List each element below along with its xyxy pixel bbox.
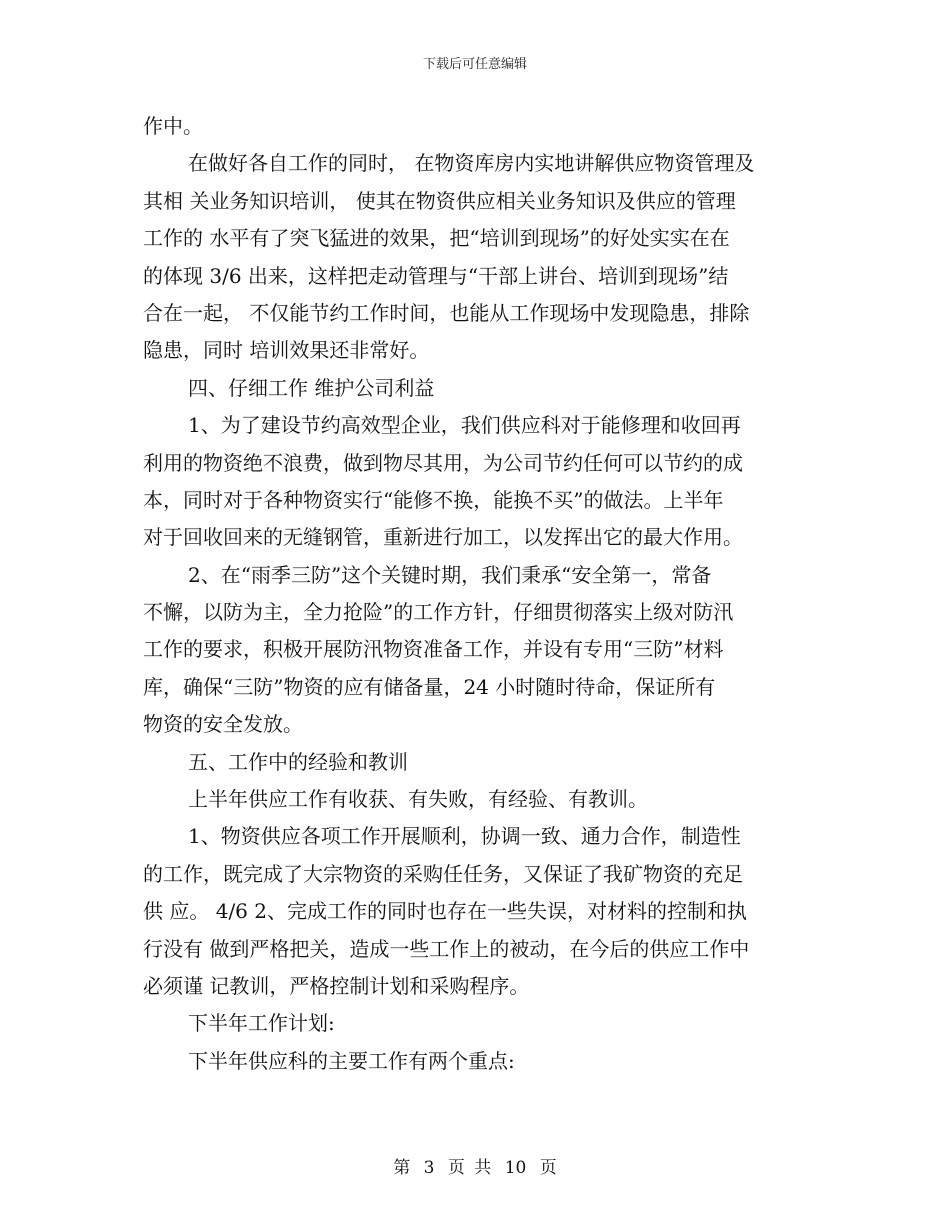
text-line: 下半年供应科的主要工作有两个重点: [188,1048,515,1073]
page-footer [0,1153,950,1178]
text-line: 2、在“雨季三防”这个关键时期，我们秉承“安全第一，常备 [188,562,712,587]
paragraph [143,781,808,818]
text-line: 1、物资供应各项工作开展顺利，协调一致、通力合作，制造性 [188,824,741,849]
section-heading [143,744,808,781]
text-line: 作中。 [143,114,203,138]
page-header: 下载后可任意编辑 [422,57,527,72]
text-line: 隐患，同时 培训效果还非常好。 [143,338,430,363]
text-line: 对于回收回来的无缝钢管，重新进行加工，以发挥出它的最大作用。 [143,525,743,550]
section-heading [143,1005,808,1042]
paragraph-continuation [143,108,808,145]
paragraph [143,145,808,369]
text-line: 利用的物资绝不浪费，做到物尽其用，为公司节约任何可以节约的成 [143,450,743,475]
text-line: 的工作，既完成了大宗物资的采购任任务，又保证了我矿物资的充足 [143,861,743,886]
footer-total-pages: 10 [504,1158,527,1178]
footer-current-page: 3 [423,1158,435,1178]
text-line: 其相 关业务知识培训， 使其在物资供应相关业务知识及供应的管理 [143,188,736,213]
text-line: 在做好各自工作的同时， 在物资库房内实地讲解供应物资管理及 [188,151,755,176]
text-line: 下半年工作计划: [188,1011,335,1036]
text-line: 上半年供应工作有收获、有失败，有经验、有教训。 [188,787,648,812]
paragraph [143,407,808,557]
text-line: 合在一起， 不仅能节约工作时间，也能从工作现场中发现隐患，排除 [143,300,750,325]
section-heading [143,370,808,407]
text-line: 四、仔细工作 维护公司利益 [188,375,435,400]
text-line: 供 应。 4/6 2、完成工作的同时也存在一些失误，对材料的控制和执 [143,899,747,924]
document-body [143,108,808,1080]
footer-middle: 页 共 [447,1158,492,1178]
paragraph [143,1043,808,1080]
paragraph [143,818,808,1005]
text-line: 五、工作中的经验和教训 [188,749,408,774]
paragraph [143,557,808,744]
text-line: 物资的安全发放。 [143,712,303,737]
text-line: 不懈，以防为主，全力抢险”的工作方针，仔细贯彻落实上级对防汛 [143,600,734,625]
text-line: 本，同时对于各种物资实行“能修不换，能换不买”的做法。上半年 [143,487,724,512]
text-line: 工作的 水平有了突飞猛进的效果，把“培训到现场”的好处实实在在 [143,226,730,251]
text-line: 行没有 做到严格把关，造成一些工作上的被动，在今后的供应工作中 [143,936,750,961]
text-line: 的体现 3/6 出来，这样把走动管理与“干部上讲台、培训到现场”结 [143,263,729,288]
text-line: 1、为了建设节约高效型企业，我们供应科对于能修理和收回再 [188,413,741,438]
text-line: 必须谨 记教训，严格控制计划和采购程序。 [143,973,530,998]
text-line: 工作的要求，积极开展防汛物资准备工作，并设有专用“三防”材料 [143,637,724,662]
footer-suffix: 页 [539,1158,557,1178]
text-line: 库，确保“三防”物资的应有储备量，24 小时随时待命，保证所有 [143,674,716,699]
footer-prefix: 第 [393,1158,411,1178]
